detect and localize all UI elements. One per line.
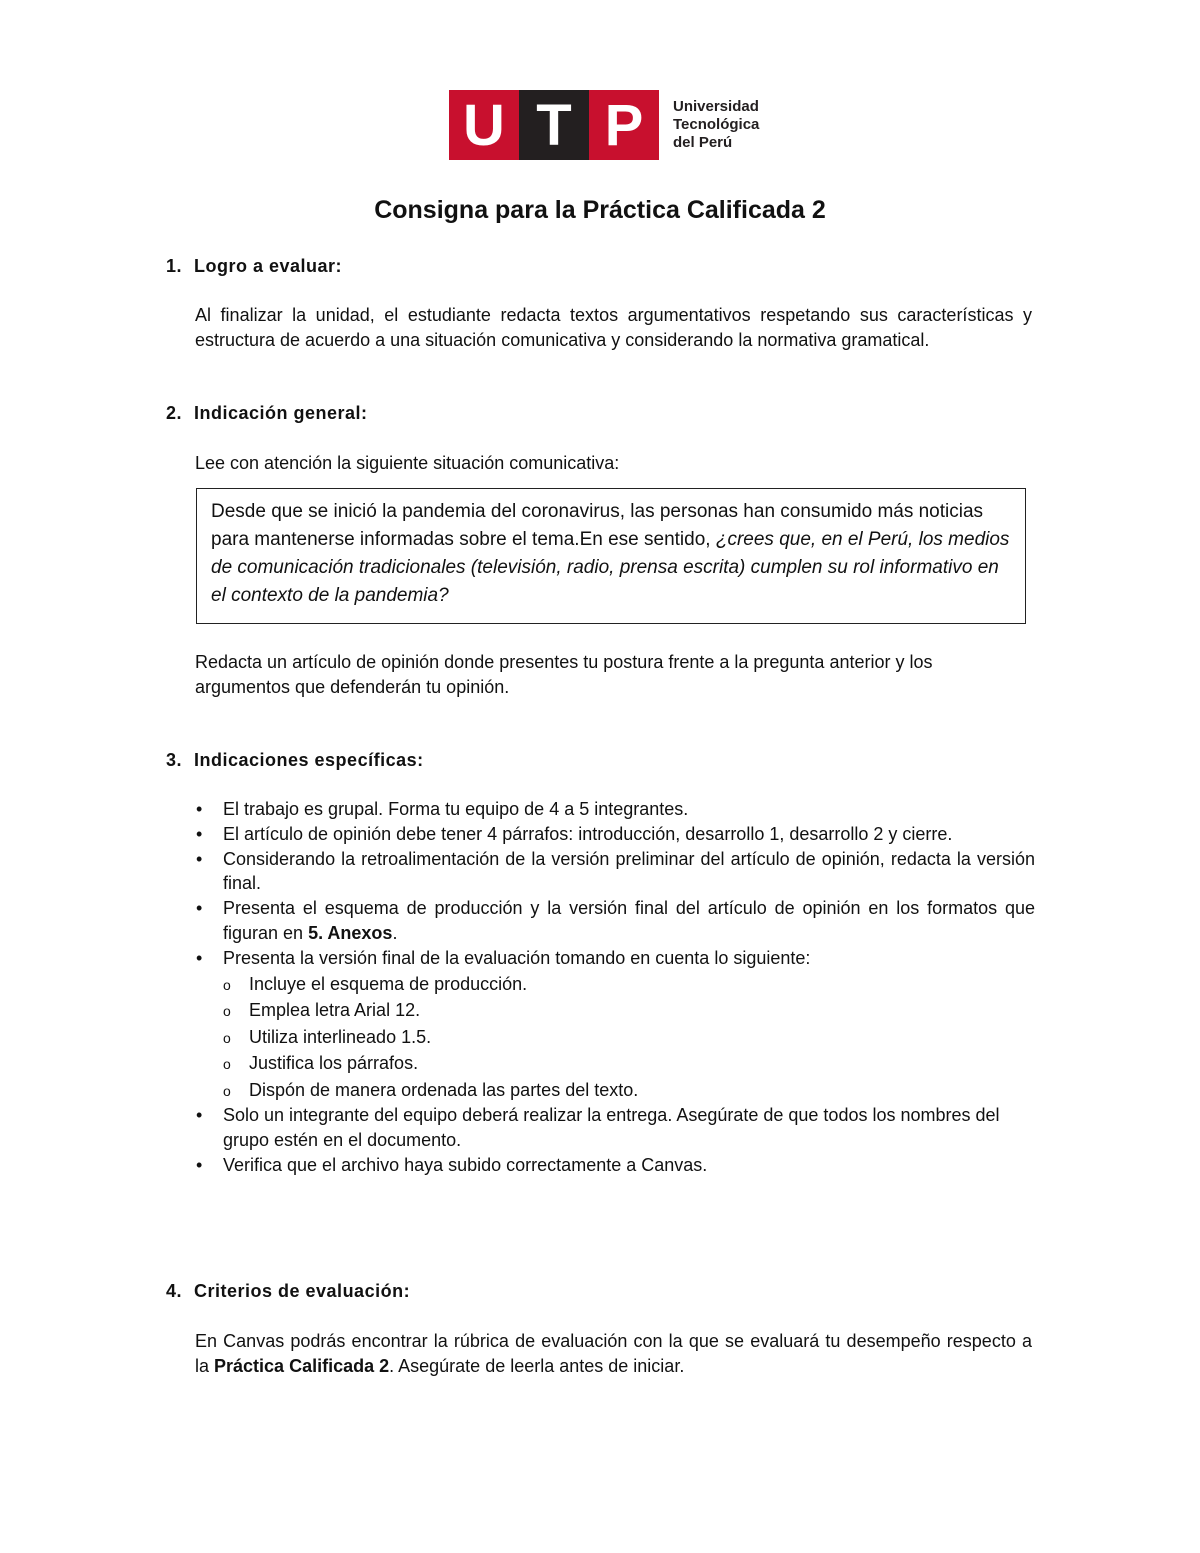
list-item <box>195 1103 1035 1153</box>
practice-name: Práctica Calificada 2 <box>214 1356 390 1376</box>
section-2-intro: Lee con atención la siguiente situación comunicativa: <box>195 453 620 473</box>
list-item <box>195 946 1035 1103</box>
section-2-instruction: Redacta un artículo de opinión donde presentes tu postura frente a la pregunta anterior y los argumentos que defenderán tu opinión. <box>195 652 933 697</box>
section-4-text-end: . Asegúrate de leerla antes de iniciar. <box>389 1356 685 1376</box>
sublist-item <box>223 1050 1035 1077</box>
section-1-title: Logro a evaluar: <box>194 256 343 276</box>
section-4-heading <box>166 1281 410 1302</box>
logo-line-3: del Perú <box>673 134 733 151</box>
sub-bullet-icon: o <box>223 1056 231 1073</box>
bullet-icon: • <box>196 848 203 869</box>
list-item <box>195 1153 1035 1178</box>
list-item <box>195 822 1035 847</box>
section-1-number: 1. <box>166 256 183 276</box>
section-2-heading <box>166 403 368 424</box>
list-item-text: Verifica que el archivo haya subido correctamente a Canvas. <box>223 1154 708 1175</box>
bullet-icon: • <box>196 799 203 819</box>
sub-bullet-icon: o <box>223 1003 231 1020</box>
document-title: Consigna para la Práctica Calificada 2 <box>374 196 826 224</box>
logo-letter-t: T <box>519 90 589 160</box>
list-item-text: Solo un integrante del equipo deberá realizar la entrega. Asegúrate de que todos los nombres del grupo estén en el documento. <box>223 1105 1000 1150</box>
sub-bullet-icon: o <box>223 976 231 993</box>
section-1-text: Al finalizar la unidad, el estudiante redacta textos argumentativos respetando sus características y estructura de acuerdo a una situación comunicativa y considerando la normativa gramatical. <box>195 305 1032 350</box>
sublist-item-text: Dispón de manera ordenada las partes del texto. <box>249 1079 639 1100</box>
logo-line-1: Universidad <box>673 98 759 115</box>
section-2-number: 2. <box>166 403 183 423</box>
section-3-heading <box>166 750 424 771</box>
format-sublist <box>223 971 1035 1104</box>
section-1-heading <box>166 256 342 277</box>
list-item-text-end: . <box>392 922 398 943</box>
situation-text: Desde que se inició la pandemia del coronavirus, las personas han consumido más noticias para mantenerse informadas sobre el tema.En ese sentido, <box>211 501 984 550</box>
section-4-text <box>195 1329 1032 1379</box>
list-item-text: Considerando la retroalimentación de la versión preliminar del artículo de opinión, redacta la versión final. <box>223 848 1035 894</box>
sub-bullet-icon: o <box>223 1029 231 1046</box>
annex-reference: 5. Anexos <box>308 922 393 943</box>
section-4-text-start: En Canvas podrás encontrar la rúbrica de evaluación con la que se evaluará tu desempeño respecto a la <box>195 1331 1032 1376</box>
list-item-text: El trabajo es grupal. Forma tu equipo de 4 a 5 integrantes. <box>223 799 689 819</box>
section-3-number: 3. <box>166 750 183 770</box>
logo-mark <box>449 90 659 160</box>
sublist-item <box>223 971 1035 998</box>
utp-logo <box>449 90 759 160</box>
sublist-item <box>223 997 1035 1024</box>
list-item <box>195 896 1035 946</box>
list-item <box>195 797 1035 822</box>
situation-question: ¿crees que, en el Perú, los medios de comunicación tradicionales (televisión, radio, prensa escrita) cumplen su rol informativo en el contexto de la pandemia? <box>211 529 1010 606</box>
bullet-icon: • <box>196 1154 203 1175</box>
sublist-item-text: Emplea letra Arial 12. <box>249 1000 421 1021</box>
situation-box <box>196 488 1026 624</box>
bullet-icon: • <box>196 823 203 844</box>
bullet-icon: • <box>196 1105 203 1126</box>
bullet-icon: • <box>196 898 203 919</box>
logo-wordmark <box>673 98 759 152</box>
list-item-text: Presenta la versión final de la evaluación tomando en cuenta lo siguiente: <box>223 947 811 968</box>
sublist-item-text: Utiliza interlineado 1.5. <box>249 1026 432 1047</box>
section-3-title: Indicaciones específicas: <box>194 750 424 770</box>
logo-letter-u: U <box>449 90 519 160</box>
sublist-item <box>223 1024 1035 1051</box>
section-4-number: 4. <box>166 1281 183 1301</box>
list-item <box>195 847 1035 897</box>
section-2-title: Indicación general: <box>194 403 368 423</box>
list-item-text: Presenta el esquema de producción y la versión final del artículo de opinión en los formatos que figuran en <box>223 898 1035 943</box>
logo-letter-p: P <box>589 90 659 160</box>
specific-instructions-list <box>195 797 1035 1177</box>
section-4-title: Criterios de evaluación: <box>194 1281 411 1301</box>
bullet-icon: • <box>196 947 203 968</box>
sublist-item-text: Justifica los párrafos. <box>249 1053 419 1074</box>
logo-line-2: Tecnológica <box>673 116 760 133</box>
sublist-item-text: Incluye el esquema de producción. <box>249 973 528 994</box>
list-item-text: El artículo de opinión debe tener 4 párrafos: introducción, desarrollo 1, desarrollo 2 y cierre. <box>223 823 953 844</box>
sub-bullet-icon: o <box>223 1082 231 1099</box>
sublist-item <box>223 1077 1035 1104</box>
